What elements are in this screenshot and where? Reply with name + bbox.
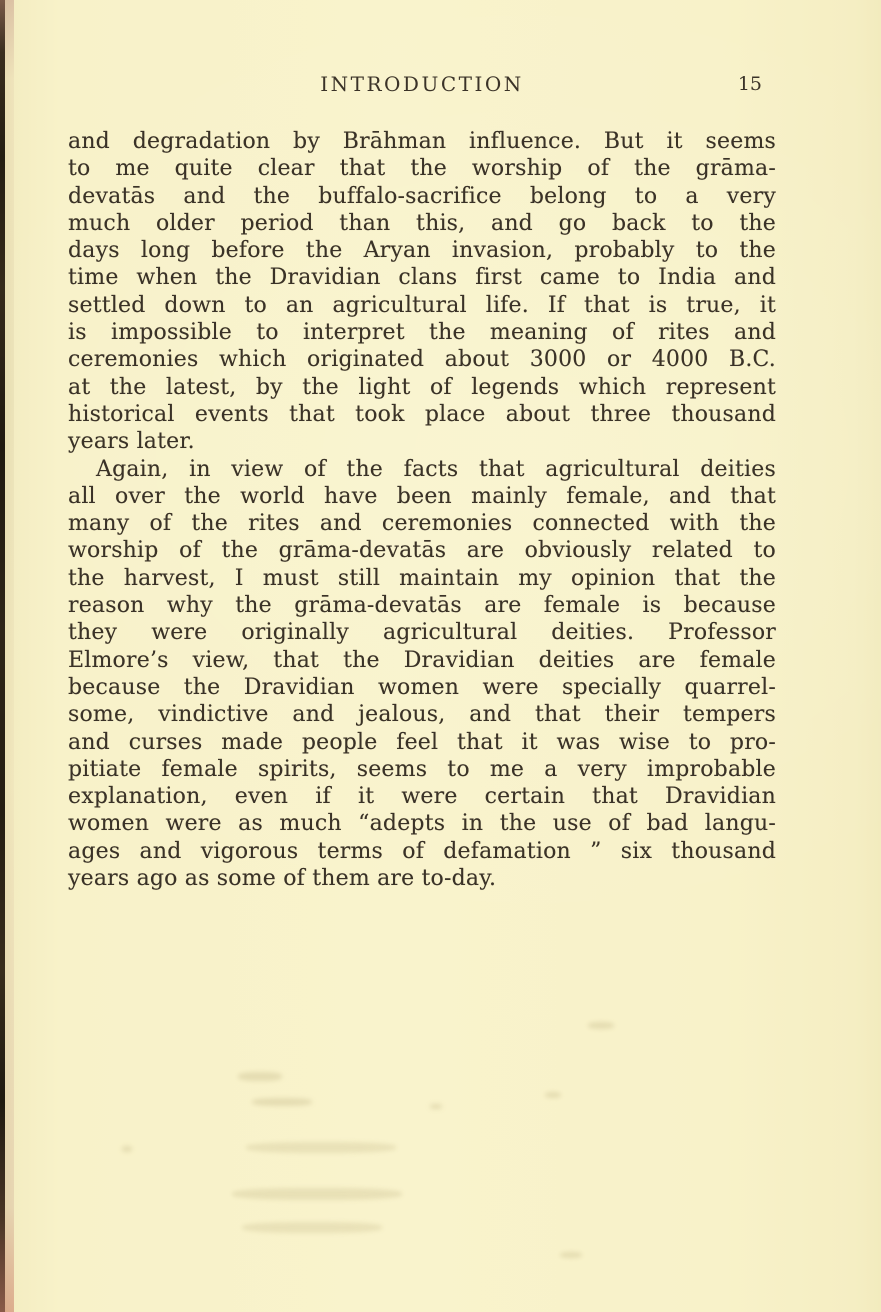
bleed-through-artifact xyxy=(122,1146,132,1152)
text-line: years ago as some of them are to-day. xyxy=(68,866,497,892)
text-line: Elmore’s view, that the Dravidian deities are female xyxy=(68,647,776,673)
text-line: is impossible to interpret the meaning of rites and xyxy=(68,320,776,346)
running-header xyxy=(68,72,776,100)
text-block xyxy=(68,128,776,892)
text-line: pitiate female spirits, seems to me a very improbable xyxy=(68,756,776,782)
text-line: devatās and the buffalo-sacrifice belong to a very xyxy=(68,183,776,209)
text-line: reason why the grāma-devatās are female is because xyxy=(68,593,776,619)
text-line: women were as much “adepts in the use of bad langu- xyxy=(68,811,776,837)
text-line: ages and vigorous terms of defamation ” six thousand xyxy=(68,838,776,864)
bleed-through-artifact xyxy=(238,1072,282,1081)
text-line: and curses made people feel that it was wise to pro- xyxy=(68,729,776,755)
paragraph xyxy=(68,128,776,456)
text-line: worship of the grāma-devatās are obviously related to xyxy=(68,538,776,564)
text-line: days long before the Aryan invasion, probably to the xyxy=(68,238,776,264)
bleed-through-artifact xyxy=(232,1188,402,1200)
paragraph xyxy=(68,456,776,893)
bleed-through-artifact xyxy=(242,1222,382,1233)
text-line: many of the rites and ceremonies connected with the xyxy=(68,511,776,537)
text-line: Again, in view of the facts that agricultural deities xyxy=(96,456,776,482)
bleed-through-artifact xyxy=(560,1252,582,1258)
text-line: ceremonies which originated about 3000 or 4000 B.C. xyxy=(68,347,776,373)
text-line: time when the Dravidian clans first came to India and xyxy=(68,265,776,291)
text-line: to me quite clear that the worship of the grāma- xyxy=(68,156,776,182)
bleed-through-artifact xyxy=(545,1092,561,1098)
text-line: historical events that took place about three thousand xyxy=(68,401,776,427)
text-line: some, vindictive and jealous, and that their tempers xyxy=(68,702,776,728)
book-edge-tint xyxy=(5,0,14,1312)
text-line: because the Dravidian women were specially quarrel- xyxy=(68,674,776,700)
text-line: years later. xyxy=(68,429,195,455)
text-line: all over the world have been mainly female, and that xyxy=(68,483,776,509)
page-number: 15 xyxy=(737,73,762,95)
text-line: and degradation by Brāhman influence. But it seems xyxy=(68,129,776,154)
bleed-through-artifact xyxy=(588,1022,614,1029)
text-line: the harvest, I must still maintain my opinion that the xyxy=(68,565,776,591)
bleed-through-artifact xyxy=(252,1098,312,1106)
text-line: explanation, even if it were certain that Dravidian xyxy=(68,784,776,810)
text-line: they were originally agricultural deities. Professor xyxy=(68,620,776,646)
text-line: much older period than this, and go back to the xyxy=(68,210,776,236)
bleed-through-artifact xyxy=(430,1104,442,1109)
chapter-title: INTRODUCTION xyxy=(320,72,524,96)
text-line: at the latest, by the light of legends which represent xyxy=(68,374,776,400)
text-line: settled down to an agricultural life. If that is true, it xyxy=(68,292,776,318)
bleed-through-artifact xyxy=(246,1142,396,1153)
